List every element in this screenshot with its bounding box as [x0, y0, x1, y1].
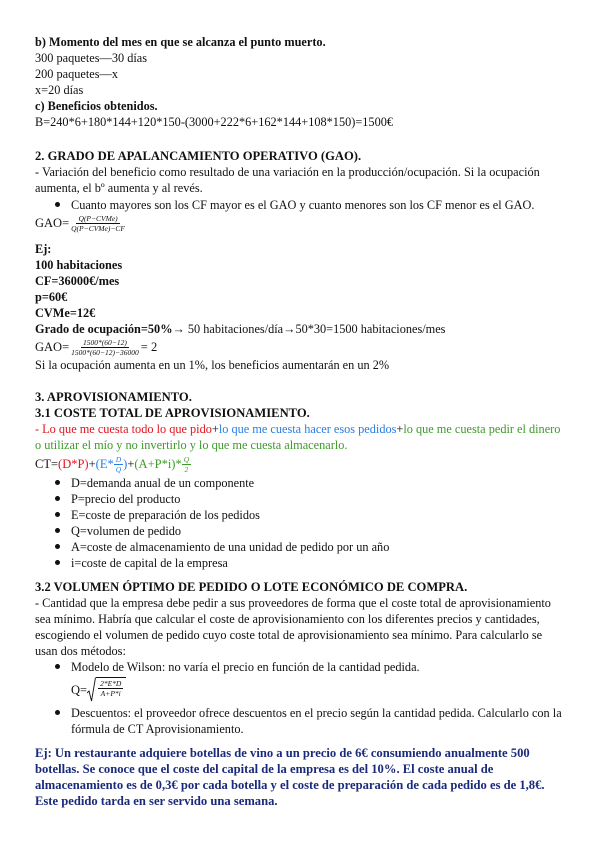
gao-fraction-num: Q(P−CVMe) — [78, 213, 118, 223]
q-fraction — [98, 679, 123, 698]
aprov-bullet-text: i=coste de capital de la empresa — [71, 556, 228, 570]
example-gao-formula — [35, 337, 565, 357]
bullet-icon — [55, 710, 60, 715]
q-label: Q= — [71, 682, 88, 697]
example-gao-result: = 2 — [140, 340, 158, 354]
radical-icon — [87, 677, 96, 703]
aprov-bullet-text: D=demanda anual de un componente — [71, 476, 255, 490]
example-gao-den: 1500*(60−12)−36000 — [71, 347, 139, 357]
desc-blue: lo que me cuesta hacer esos pedidos — [218, 422, 397, 436]
document-page — [35, 34, 565, 809]
gao-formula-label: GAO= — [35, 216, 70, 230]
desc-plus: + — [396, 422, 404, 436]
desc-red: - Lo que me cuesta todo lo que pido — [35, 422, 212, 436]
aprov-bullet-text: Q=volumen de pedido — [71, 524, 182, 538]
ct-formula — [35, 453, 565, 475]
bullet-icon — [55, 544, 60, 549]
aprov-heading: 3. APROVISIONAMIENTO. — [35, 390, 192, 404]
example-item: CVMe=12€ — [35, 306, 96, 320]
example-gao-fraction — [69, 338, 141, 357]
example-item: CF=36000€/mes — [35, 274, 120, 288]
aprov-subheading: 3.1 COSTE TOTAL DE APROVISIONAMIENTO. — [35, 406, 310, 420]
ct-part3-num: Q — [183, 454, 190, 464]
ocupacion-label: Grado de ocupación=50% — [35, 322, 173, 336]
ct-part3-fraction — [182, 455, 191, 474]
q-den: A+P*i — [100, 689, 121, 698]
volumen-bullet — [35, 659, 565, 675]
aprov-bullet-text: E=coste de preparación de los pedidos — [71, 508, 260, 522]
gao-formula — [35, 213, 565, 233]
ct-part2-den: Q — [115, 464, 122, 474]
bullet-icon — [55, 480, 60, 485]
gao-fraction-den: Q(P−CVMe)−CF — [71, 223, 125, 233]
volumen-heading: 3.2 VOLUMEN ÓPTIMO DE PEDIDO O LOTE ECONÓMICO DE COMPRA. — [35, 580, 468, 594]
example-item: 100 habitaciones — [35, 258, 123, 272]
ct-plus: + — [127, 457, 135, 471]
desc-green: lo que me cuesta pedir el dinero o utilizar el mío y no invertirlo y lo que me cuesta almacenarlo. — [35, 422, 561, 452]
wilson-formula — [35, 675, 565, 705]
exercise-text: Ej: Un restaurante adquiere botellas de vino a un precio de 6€ consumiendo anualmente 500 botellas. Se conoce que el coste del capital de la empresa es del 10%. El coste anual de almacenamiento es de 0,3€ por cada botella y el coste de preparación de cada pedido es de 1,8€. Este pedido tarda en ser servido una semana. — [35, 746, 545, 808]
volumen-bullet-text: Modelo de Wilson: no varía el precio en función de la cantidad pedida. — [71, 660, 420, 674]
bullet-icon — [55, 496, 60, 501]
ct-part2-open: (E* — [95, 457, 114, 471]
aprov-bullet — [35, 507, 565, 523]
volumen-bullet — [35, 705, 565, 737]
aprov-bullet — [35, 475, 565, 491]
bullet-icon — [55, 528, 60, 533]
section-b-line: 200 paquetes—x — [35, 67, 118, 81]
example-item: p=60€ — [35, 290, 68, 304]
ct-part3-open: (A+P*i)* — [134, 457, 182, 471]
aprov-bullet — [35, 539, 565, 555]
section-b-line: x=20 días — [35, 83, 84, 97]
gao-description: - Variación del beneficio como resultado de una variación en la producción/ocupación. Si la ocupación aumenta, el bº aumenta y al revés. — [35, 165, 540, 195]
ct-part2-close: ) — [123, 457, 128, 471]
ct-part2-num: D — [115, 454, 122, 464]
q-num: 2*E*D — [100, 679, 122, 688]
ocupacion-line — [35, 321, 565, 337]
ocupacion-rest: → 50 habitaciones/día→50*30=1500 habitaciones/mes — [172, 322, 446, 336]
section-b-line: 300 paquetes—30 días — [35, 51, 148, 65]
ct-part3-den: 2 — [184, 464, 189, 474]
gao-heading: 2. GRADO DE APALANCAMIENTO OPERATIVO (GAO). — [35, 149, 362, 163]
gao-fraction — [69, 214, 127, 233]
ct-part1: (D*P) — [58, 457, 89, 471]
gao-bullet — [35, 197, 565, 213]
aprov-bullet-text: P=precio del producto — [71, 492, 181, 506]
aprov-bullet — [35, 523, 565, 539]
aprov-bullet — [35, 491, 565, 507]
volumen-description: - Cantidad que la empresa debe pedir a sus proveedores de forma que el coste total de aprovisionamiento sea mínimo. Habría que calcular el coste de aprovisionamiento con los diferentes precios y cantidades, escogiendo el volumen de pedido cuyo coste total de aprovisionamiento sea mínimo. Para calcularlo se usan dos métodos: — [35, 596, 551, 658]
volumen-bullet-text: Descuentos: el proveedor ofrece descuentos en el precio según la cantidad pedida. Calcularlo con la fórmula de CT Aprovisionamiento. — [71, 706, 562, 736]
section-b-heading: b) Momento del mes en que se alcanza el punto muerto. — [35, 35, 326, 49]
aprov-bullet — [35, 555, 565, 571]
example-conclusion: Si la ocupación aumenta en un 1%, los beneficios aumentarán en un 2% — [35, 358, 390, 372]
gao-bullet-text: Cuanto mayores son los CF mayor es el GAO y cuanto menores son los CF menor es el GAO. — [71, 198, 535, 212]
section-c-formula: B=240*6+180*144+120*150-(3000+222*6+162*144+108*150)=1500€ — [35, 115, 394, 129]
ct-label: CT= — [35, 457, 59, 471]
section-c-heading: c) Beneficios obtenidos. — [35, 99, 158, 113]
ct-part2-fraction — [114, 455, 123, 474]
desc-plus: + — [211, 422, 219, 436]
example-heading: Ej: — [35, 242, 52, 256]
ct-plus: + — [88, 457, 96, 471]
aprov-bullet-text: A=coste de almacenamiento de una unidad de pedido por un año — [71, 540, 390, 554]
sqrt-symbol — [87, 677, 126, 703]
example-gao-label: GAO= — [35, 340, 70, 354]
aprov-description — [35, 421, 565, 453]
bullet-icon — [55, 560, 60, 565]
bullet-icon — [55, 202, 60, 207]
bullet-icon — [55, 512, 60, 517]
example-gao-num: 1500*(60−12) — [83, 337, 127, 347]
bullet-icon — [55, 664, 60, 669]
